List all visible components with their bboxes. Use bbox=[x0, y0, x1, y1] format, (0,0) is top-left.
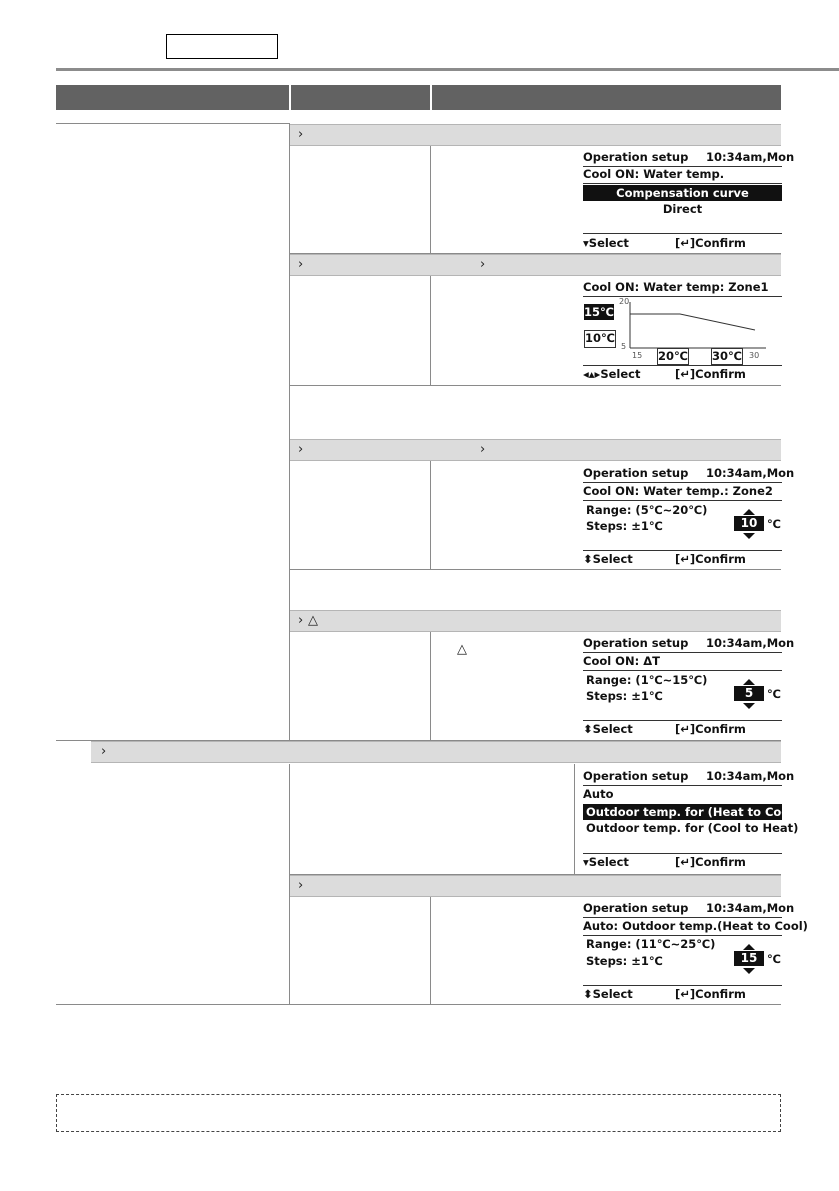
lcd-zone1-curve bbox=[583, 280, 783, 383]
increment-arrow-icon[interactable] bbox=[743, 509, 755, 515]
lcd-footer-confirm: [↵]Confirm bbox=[675, 236, 746, 250]
col-divider bbox=[430, 461, 431, 569]
lcd-header-time: 10:34am,Mon bbox=[706, 636, 795, 650]
x-axis-max: 30 bbox=[749, 351, 760, 360]
lcd-option-selected[interactable]: Outdoor temp. for (Heat to Cool) bbox=[583, 804, 782, 820]
lcd-footer-confirm: [↵]Confirm bbox=[675, 722, 746, 736]
row-rule bbox=[290, 569, 781, 570]
lcd-curve-left-high[interactable]: 15℃ bbox=[584, 305, 614, 319]
lcd-header-title: Operation setup bbox=[583, 636, 689, 650]
lcd-header-time: 10:34am,Mon bbox=[706, 466, 795, 480]
note-box bbox=[56, 1094, 781, 1132]
lcd-steps: Steps: ±1℃ bbox=[586, 689, 663, 703]
lcd-option-selected[interactable]: Compensation curve bbox=[583, 185, 782, 201]
table-header-col-3 bbox=[432, 85, 781, 110]
lcd-header-time: 10:34am,Mon bbox=[706, 769, 795, 783]
table-header-col-1 bbox=[56, 85, 289, 110]
lcd-value[interactable]: 10 bbox=[734, 516, 764, 531]
section-bar-auto bbox=[91, 741, 781, 763]
col-divider bbox=[430, 897, 431, 1004]
lcd-delta-t bbox=[583, 636, 795, 736]
y-axis-max: 20 bbox=[619, 297, 630, 306]
lcd-auto-heat-to-cool bbox=[583, 901, 808, 1001]
col-divider bbox=[430, 276, 431, 385]
lcd-footer-select: ⬍Select bbox=[583, 987, 633, 1001]
lcd-steps: Steps: ±1℃ bbox=[586, 954, 663, 968]
lcd-auto-menu bbox=[583, 769, 799, 869]
lcd-footer-confirm: [↵]Confirm bbox=[675, 552, 746, 566]
lcd-subtitle: Cool ON: Water temp.: Zone2 bbox=[583, 484, 773, 498]
lcd-range: Range: (1℃~15℃) bbox=[586, 673, 708, 687]
col-divider bbox=[430, 146, 431, 253]
table-header-col-2 bbox=[291, 85, 430, 110]
col-divider bbox=[430, 632, 431, 740]
decrement-arrow-icon[interactable] bbox=[743, 968, 755, 974]
delta-icon: △ bbox=[308, 613, 318, 628]
chevron-right-icon: › bbox=[298, 613, 304, 628]
section-bar-zone1 bbox=[290, 254, 781, 276]
lcd-unit: ℃ bbox=[767, 687, 781, 701]
chevron-right-icon: › bbox=[298, 127, 304, 142]
lcd-curve-left-low[interactable]: 10℃ bbox=[584, 330, 616, 348]
lcd-footer-select: ⬍Select bbox=[583, 722, 633, 736]
chevron-right-icon: › bbox=[298, 878, 304, 893]
lcd-footer-confirm: [↵]Confirm bbox=[675, 987, 746, 1001]
table-divider-left bbox=[289, 123, 290, 740]
lcd-value[interactable]: 5 bbox=[734, 686, 764, 701]
lcd-unit: ℃ bbox=[767, 952, 781, 966]
increment-arrow-icon[interactable] bbox=[743, 944, 755, 950]
lcd-zone2-direct bbox=[583, 466, 795, 566]
lcd-header-title: Operation setup bbox=[583, 901, 689, 915]
lcd-subtitle: Cool ON: Water temp: Zone1 bbox=[583, 280, 769, 294]
lcd-header-title: Operation setup bbox=[583, 150, 689, 164]
x-axis-min: 15 bbox=[632, 351, 643, 360]
lcd-unit: ℃ bbox=[767, 517, 781, 531]
increment-arrow-icon[interactable] bbox=[743, 679, 755, 685]
lcd-steps: Steps: ±1℃ bbox=[586, 519, 663, 533]
compensation-curve-chart bbox=[628, 300, 768, 350]
chevron-right-icon: › bbox=[101, 744, 107, 759]
lcd-curve-x-mid[interactable]: 20℃ bbox=[658, 349, 688, 363]
row-rule bbox=[290, 385, 781, 386]
curve-line bbox=[630, 314, 755, 330]
section-bar-delta-t bbox=[290, 610, 781, 632]
table-bottom-rule bbox=[56, 1004, 781, 1005]
lcd-subtitle: Cool ON: ΔT bbox=[583, 654, 660, 668]
lcd-curve-x-hi[interactable]: 30℃ bbox=[712, 349, 742, 363]
col-divider bbox=[574, 764, 575, 874]
lcd-footer-select: ▾Select bbox=[583, 855, 629, 869]
lcd-subtitle: Cool ON: Water temp. bbox=[583, 167, 725, 181]
lcd-header-time: 10:34am,Mon bbox=[706, 150, 795, 164]
lcd-range: Range: (11℃~25℃) bbox=[586, 937, 716, 951]
lcd-header-title: Operation setup bbox=[583, 466, 689, 480]
decrement-arrow-icon[interactable] bbox=[743, 703, 755, 709]
chevron-right-icon: › bbox=[298, 442, 304, 457]
lcd-range: Range: (5℃~20℃) bbox=[586, 503, 708, 517]
lcd-footer-select: ⬍Select bbox=[583, 552, 633, 566]
lcd-footer-select: ◂▴▸Select bbox=[583, 367, 641, 381]
lcd-option-cool-to-heat[interactable]: Outdoor temp. for (Cool to Heat) bbox=[586, 821, 799, 835]
lcd-cool-water-temp bbox=[583, 150, 795, 250]
section-bar-cool-water-temp bbox=[290, 124, 781, 146]
y-axis-min: 5 bbox=[621, 342, 627, 351]
section-bar-zone2 bbox=[290, 439, 781, 461]
table-top-rule bbox=[56, 123, 289, 124]
lcd-footer-confirm: [↵]Confirm bbox=[675, 855, 746, 869]
header-rule bbox=[56, 68, 839, 71]
lcd-subtitle: Auto: Outdoor temp.(Heat to Cool) bbox=[583, 919, 808, 933]
delta-icon: △ bbox=[457, 642, 467, 657]
chevron-right-icon: › bbox=[298, 257, 304, 272]
lcd-header-time: 10:34am,Mon bbox=[706, 901, 795, 915]
chapter-tab-box bbox=[166, 34, 278, 59]
decrement-arrow-icon[interactable] bbox=[743, 533, 755, 539]
chevron-right-icon: › bbox=[480, 257, 486, 272]
lcd-footer-confirm: [↵]Confirm bbox=[675, 367, 746, 381]
lcd-subtitle: Auto bbox=[583, 787, 614, 801]
section-bar-heat-to-cool bbox=[290, 875, 781, 897]
lcd-footer-select: ▾Select bbox=[583, 236, 629, 250]
lcd-value[interactable]: 15 bbox=[734, 951, 764, 966]
lcd-option-direct[interactable]: Direct bbox=[662, 202, 703, 216]
chevron-right-icon: › bbox=[480, 442, 486, 457]
lcd-header-title: Operation setup bbox=[583, 769, 689, 783]
